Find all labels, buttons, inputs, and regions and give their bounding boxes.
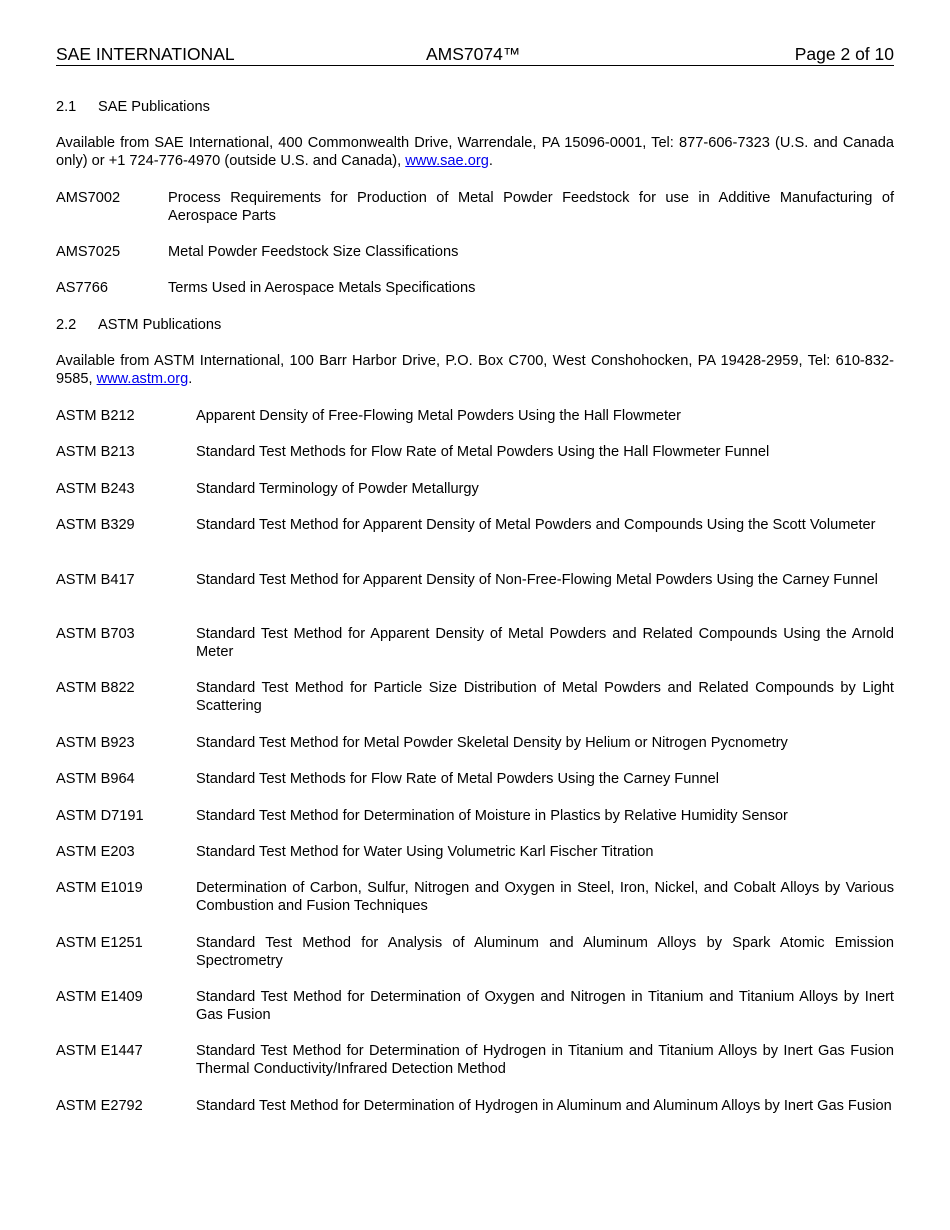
header-organization: SAE INTERNATIONAL: [56, 44, 235, 64]
sae-website-link[interactable]: www.sae.org: [405, 153, 489, 169]
reference-title: Standard Test Method for Analysis of Aluminum and Aluminum Alloys by Spark Atomic Emission Spectrometry: [196, 935, 894, 969]
reference-title: Determination of Carbon, Sulfur, Nitrogen and Oxygen in Steel, Iron, Nickel, and Cobalt Alloys by Various Combustion and Fusion Techniques: [196, 880, 894, 914]
reference-code: ASTM B417: [56, 572, 135, 588]
reference-code: AMS7025: [56, 244, 121, 260]
reference-code: ASTM B243: [56, 481, 135, 497]
sae-link-suffix: .: [488, 153, 493, 169]
astm-availability-text: Available from ASTM International, 100 Barr Harbor Drive, P.O. Box C700, West Conshohocken, PA 19428-2959, Tel: 610-832-9585,: [56, 353, 894, 387]
reference-title: Standard Test Method for Metal Powder Skeletal Density by Helium or Nitrogen Pycnometry: [196, 735, 788, 751]
reference-code: ASTM B822: [56, 680, 135, 696]
astm-availability-paragraph: [56, 352, 894, 388]
reference-code: AS7766: [56, 280, 108, 296]
astm-website-link[interactable]: www.astm.org: [96, 371, 189, 387]
section-title: SAE Publications: [98, 99, 210, 115]
reference-title: Process Requirements for Production of Metal Powder Feedstock for use in Additive Manufacturing of Aerospace Parts: [168, 190, 894, 224]
reference-title: Standard Test Method for Apparent Density of Metal Powders and Compounds Using the Scott Volumeter: [196, 517, 876, 533]
reference-title: Apparent Density of Free-Flowing Metal Powders Using the Hall Flowmeter: [196, 408, 682, 424]
section-number: 2.1: [56, 99, 77, 115]
reference-title: Standard Test Method for Determination of Hydrogen in Titanium and Titanium Alloys by Inert Gas Fusion Thermal Conductivity/Infrared Detection Method: [196, 1043, 894, 1077]
reference-code: ASTM E1019: [56, 880, 143, 896]
reference-title: Standard Test Method for Determination of Moisture in Plastics by Relative Humidity Sensor: [196, 808, 788, 824]
reference-title: Standard Test Methods for Flow Rate of Metal Powders Using the Hall Flowmeter Funnel: [196, 444, 770, 460]
header-document-number: AMS7074™: [426, 44, 521, 64]
astm-link-suffix: .: [188, 371, 193, 387]
reference-code: ASTM B212: [56, 408, 135, 424]
reference-code: ASTM B923: [56, 735, 135, 751]
reference-title: Metal Powder Feedstock Size Classifications: [168, 244, 459, 260]
section-heading-astm: [56, 316, 221, 334]
reference-title: Terms Used in Aerospace Metals Specifications: [168, 280, 476, 296]
reference-code: ASTM E203: [56, 844, 135, 860]
reference-title: Standard Test Method for Determination of Oxygen and Nitrogen in Titanium and Titanium Alloys by Inert Gas Fusion: [196, 989, 894, 1023]
reference-title: Standard Test Methods for Flow Rate of Metal Powders Using the Carney Funnel: [196, 771, 719, 787]
reference-title: Standard Test Method for Apparent Density of Metal Powders and Related Compounds Using the Arnold Meter: [196, 626, 894, 660]
reference-code: ASTM E2792: [56, 1098, 143, 1114]
header-page-number: Page 2 of 10: [794, 44, 894, 64]
reference-code: ASTM E1409: [56, 989, 143, 1005]
reference-code: ASTM B329: [56, 517, 135, 533]
reference-title: Standard Test Method for Particle Size Distribution of Metal Powders and Related Compounds by Light Scattering: [196, 680, 894, 714]
reference-code: ASTM E1447: [56, 1043, 143, 1059]
reference-code: ASTM D7191: [56, 808, 144, 824]
reference-code: AMS7002: [56, 190, 121, 206]
section-number: 2.2: [56, 317, 77, 333]
reference-code: ASTM B703: [56, 626, 135, 642]
reference-code: ASTM E1251: [56, 935, 143, 951]
sae-availability-text: Available from SAE International, 400 Commonwealth Drive, Warrendale, PA 15096-0001, Tel: 877-606-7323 (U.S. and Canada only) or +1 724-776-4970 (outside U.S. and Canada),: [56, 135, 894, 169]
section-title: ASTM Publications: [98, 317, 222, 333]
reference-title: Standard Test Method for Water Using Volumetric Karl Fischer Titration: [196, 844, 654, 860]
page-header: [56, 43, 894, 66]
section-heading-sae: [56, 98, 210, 116]
reference-code: ASTM B213: [56, 444, 135, 460]
reference-title: Standard Test Method for Determination of Hydrogen in Aluminum and Aluminum Alloys by Inert Gas Fusion: [196, 1098, 892, 1114]
reference-title: Standard Test Method for Apparent Density of Non-Free-Flowing Metal Powders Using the Carney Funnel: [196, 572, 878, 588]
reference-code: ASTM B964: [56, 771, 135, 787]
reference-title: Standard Terminology of Powder Metallurgy: [196, 481, 479, 497]
sae-availability-paragraph: [56, 134, 894, 170]
